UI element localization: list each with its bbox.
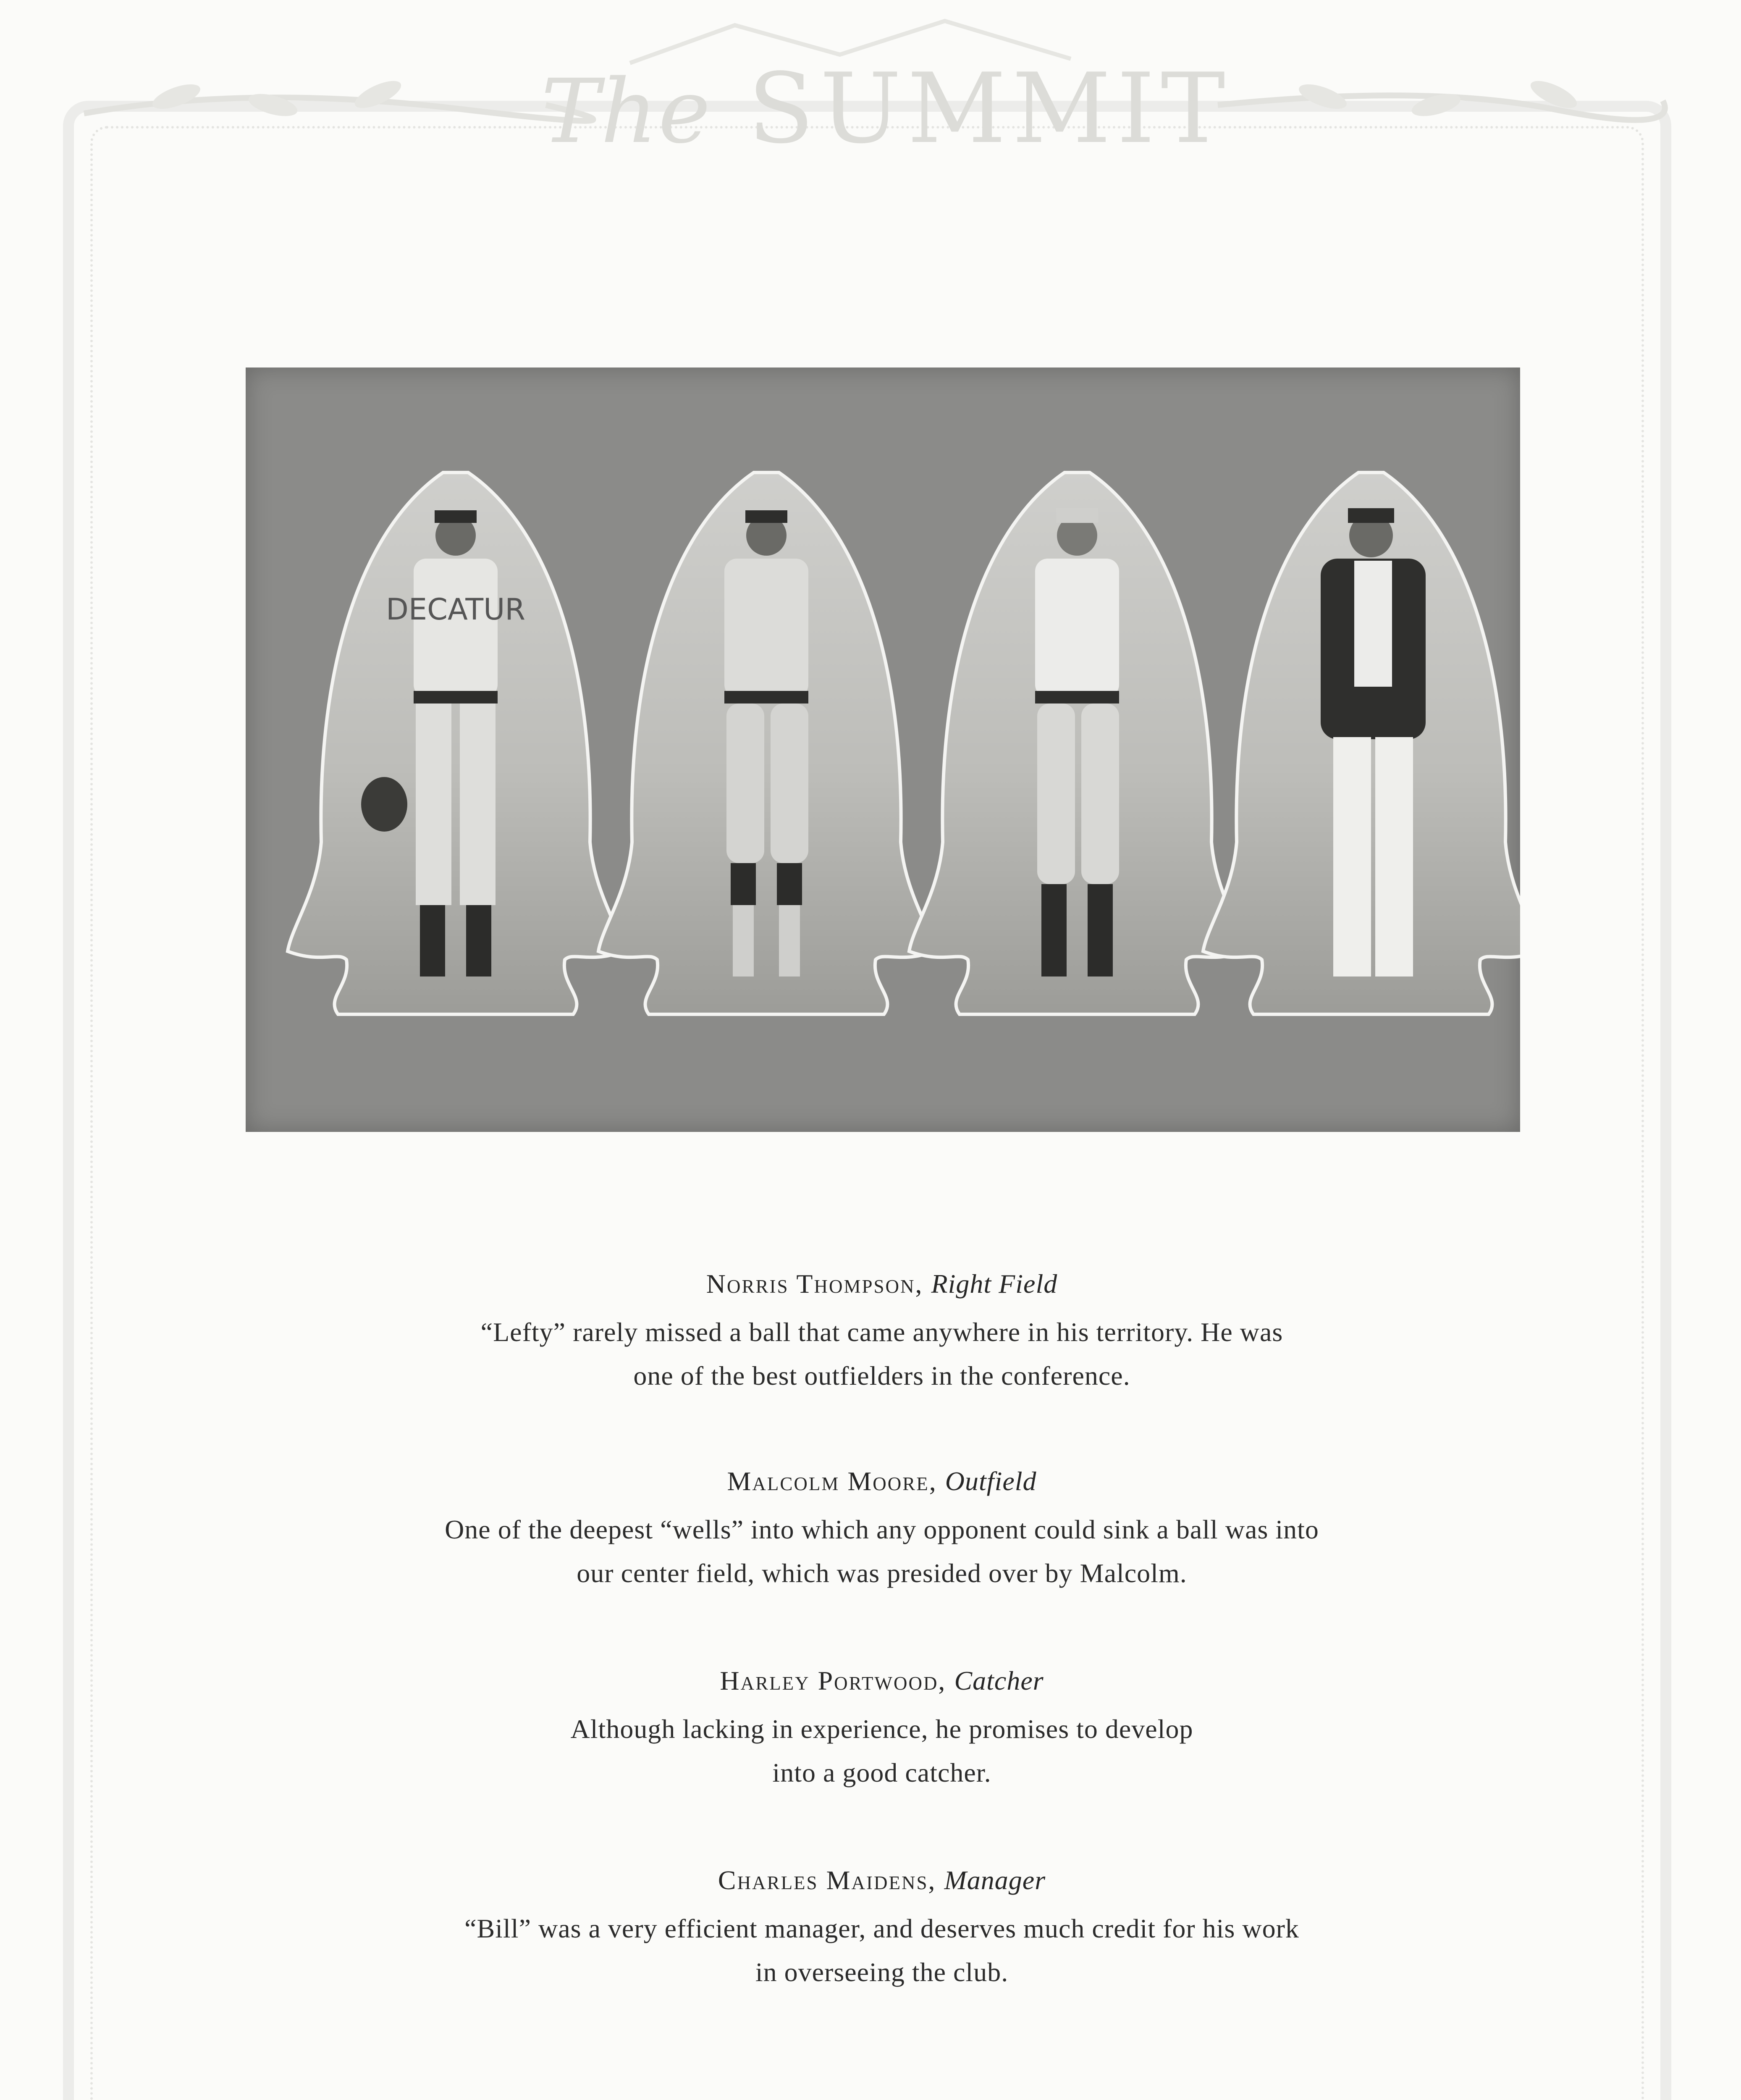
description-line: one of the best outfielders in the conference. <box>633 1361 1130 1391</box>
player-position: Catcher <box>954 1666 1044 1696</box>
svg-text:DECATUR: DECATUR <box>385 592 526 627</box>
player-name-line <box>294 1466 1470 1497</box>
player-entry-1 <box>294 1268 1470 1398</box>
player-name-line <box>294 1865 1470 1896</box>
player-cutout-2 <box>598 472 934 1014</box>
player-cutout-3 <box>909 472 1245 1014</box>
team-photo <box>246 368 1520 1132</box>
description-line: One of the deepest “wells” into which any opponent could sink a ball was into <box>445 1515 1319 1544</box>
player-cutout-4 <box>1203 472 1520 1014</box>
player-description <box>294 1707 1470 1795</box>
player-name-line <box>294 1665 1470 1696</box>
player-entry-3 <box>294 1665 1470 1795</box>
player-position: Outfield <box>945 1466 1037 1496</box>
player-cutout-1 <box>288 472 624 1014</box>
player-description <box>294 1310 1470 1398</box>
publication-masthead <box>529 46 1243 172</box>
description-line: into a good catcher. <box>772 1758 991 1788</box>
team-photo-graphic <box>246 368 1520 1132</box>
player-entry-4 <box>294 1865 1470 1994</box>
player-description <box>294 1508 1470 1595</box>
description-line: “Lefty” rarely missed a ball that came anywhere in his territory. He was <box>480 1317 1283 1347</box>
description-line: in overseeing the club. <box>755 1957 1009 1987</box>
player-name: Malcolm Moore, <box>727 1466 937 1496</box>
description-line: Although lacking in experience, he promises to develop <box>570 1714 1193 1744</box>
player-name: Charles Maidens, <box>718 1865 936 1895</box>
player-description <box>294 1907 1470 1994</box>
player-position: Manager <box>944 1865 1046 1895</box>
masthead-the: The <box>541 60 711 163</box>
masthead-summit: SUMMIT <box>748 53 1231 165</box>
description-line: our center field, which was presided over by Malcolm. <box>577 1558 1187 1588</box>
player-name: Harley Portwood, <box>720 1666 947 1696</box>
player-entry-2 <box>294 1466 1470 1595</box>
player-position: Right Field <box>931 1269 1058 1299</box>
description-line: “Bill” was a very efficient manager, and deserves much credit for his work <box>464 1914 1299 1943</box>
player-name: Norris Thompson, <box>706 1269 923 1299</box>
player-name-line <box>294 1268 1470 1299</box>
